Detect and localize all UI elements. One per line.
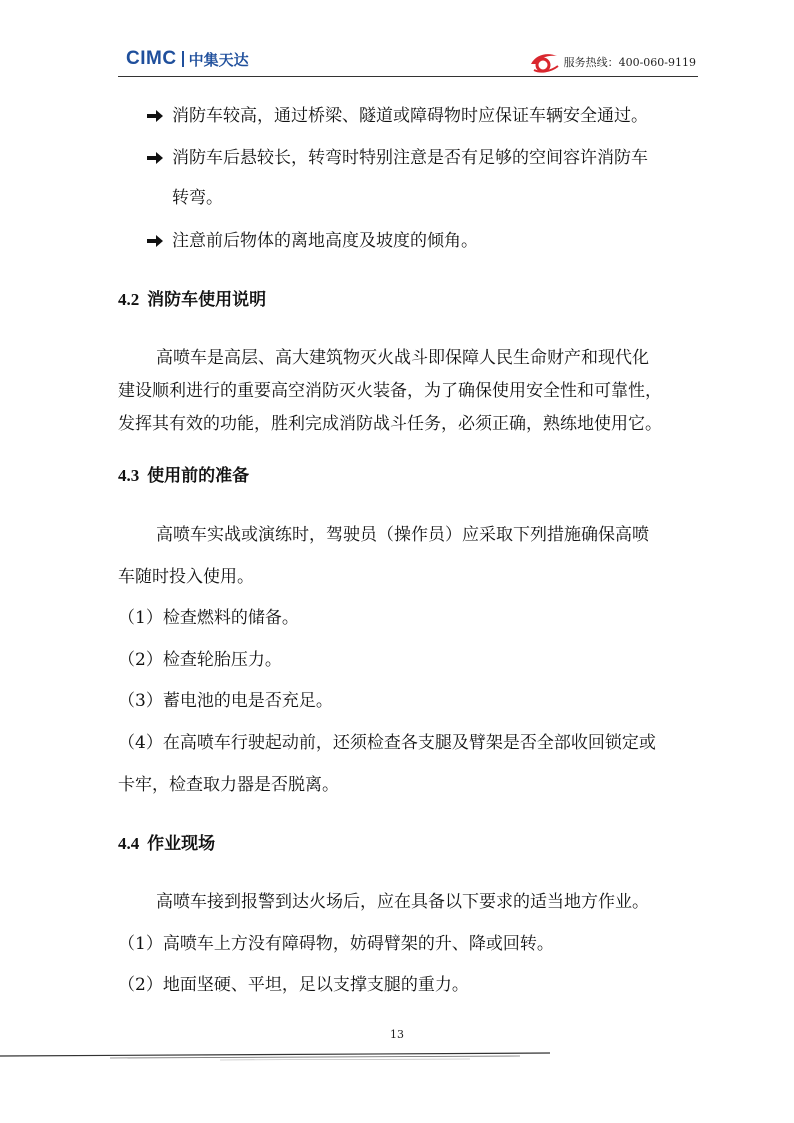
hotline-logo-icon	[528, 50, 560, 74]
logo-cn-name: 中集天达	[188, 50, 249, 69]
list-item: （3）蓄电池的电是否充足。	[118, 691, 333, 711]
list-item: （4）在高喷车行驶起动前，还须检查各支腿及臂架是否全部收回锁定或	[118, 733, 656, 753]
bullet-item	[146, 106, 692, 126]
logo-brand: CIMC	[126, 48, 177, 69]
paragraph-line: 高喷车是高层、高大建筑物灭火战斗即保障人民生命财产和现代化	[156, 348, 649, 368]
header-divider	[118, 76, 698, 77]
bullet-text: 消防车较高，通过桥梁、隧道或障碍物时应保证车辆安全通过。	[172, 106, 648, 126]
section-title: 消防车使用说明	[147, 290, 267, 310]
bullet-item	[146, 148, 692, 168]
list-item: （1）检查燃料的储备。	[118, 608, 299, 628]
page-number: 13	[390, 1028, 404, 1041]
list-item: （2）检查轮胎压力。	[118, 650, 282, 670]
arrow-right-icon	[146, 231, 164, 251]
bullet-text: 注意前后物体的离地高度及坡度的倾角。	[172, 231, 478, 251]
footer-divider	[0, 1050, 550, 1062]
page-header	[118, 40, 698, 76]
section-heading-4-4	[118, 834, 215, 854]
section-heading-4-2	[118, 290, 266, 310]
paragraph-line: 高喷车接到报警到达火场后，应在具备以下要求的适当地方作业。	[156, 892, 649, 912]
paragraph-line: 发挥其有效的功能，胜利完成消防战斗任务，必须正确，熟练地使用它。	[118, 414, 662, 434]
bullet-text: 消防车后悬较长，转弯时特别注意是否有足够的空间容许消防车	[172, 148, 648, 168]
section-title: 作业现场	[147, 834, 216, 854]
arrow-right-icon	[146, 148, 164, 168]
section-heading-4-3	[118, 466, 249, 486]
section-title: 使用前的准备	[147, 466, 250, 486]
section-number: 4.3	[118, 466, 140, 485]
cimc-logo	[126, 48, 249, 70]
list-item: （2）地面坚硬、平坦，足以支撑支腿的重力。	[118, 975, 469, 995]
hotline-text: 服务热线：400-060-9119	[563, 56, 696, 69]
bullet-item	[146, 231, 692, 251]
section-number: 4.4	[118, 834, 140, 853]
hotline	[528, 50, 696, 74]
bullet-text-continued: 转弯。	[172, 188, 223, 208]
paragraph-line: 车随时投入使用。	[118, 567, 254, 587]
list-item-continued: 卡牢，检查取力器是否脱离。	[118, 775, 339, 795]
list-item: （1）高喷车上方没有障碍物，妨碍臂架的升、降或回转。	[118, 934, 554, 954]
paragraph-line: 建设顺利进行的重要高空消防灭火装备，为了确保使用安全性和可靠性，	[118, 381, 662, 401]
arrow-right-icon	[146, 106, 164, 126]
paragraph-line: 高喷车实战或演练时，驾驶员（操作员）应采取下列措施确保高喷	[156, 525, 649, 545]
section-number: 4.2	[118, 290, 140, 309]
logo-divider	[182, 51, 184, 67]
